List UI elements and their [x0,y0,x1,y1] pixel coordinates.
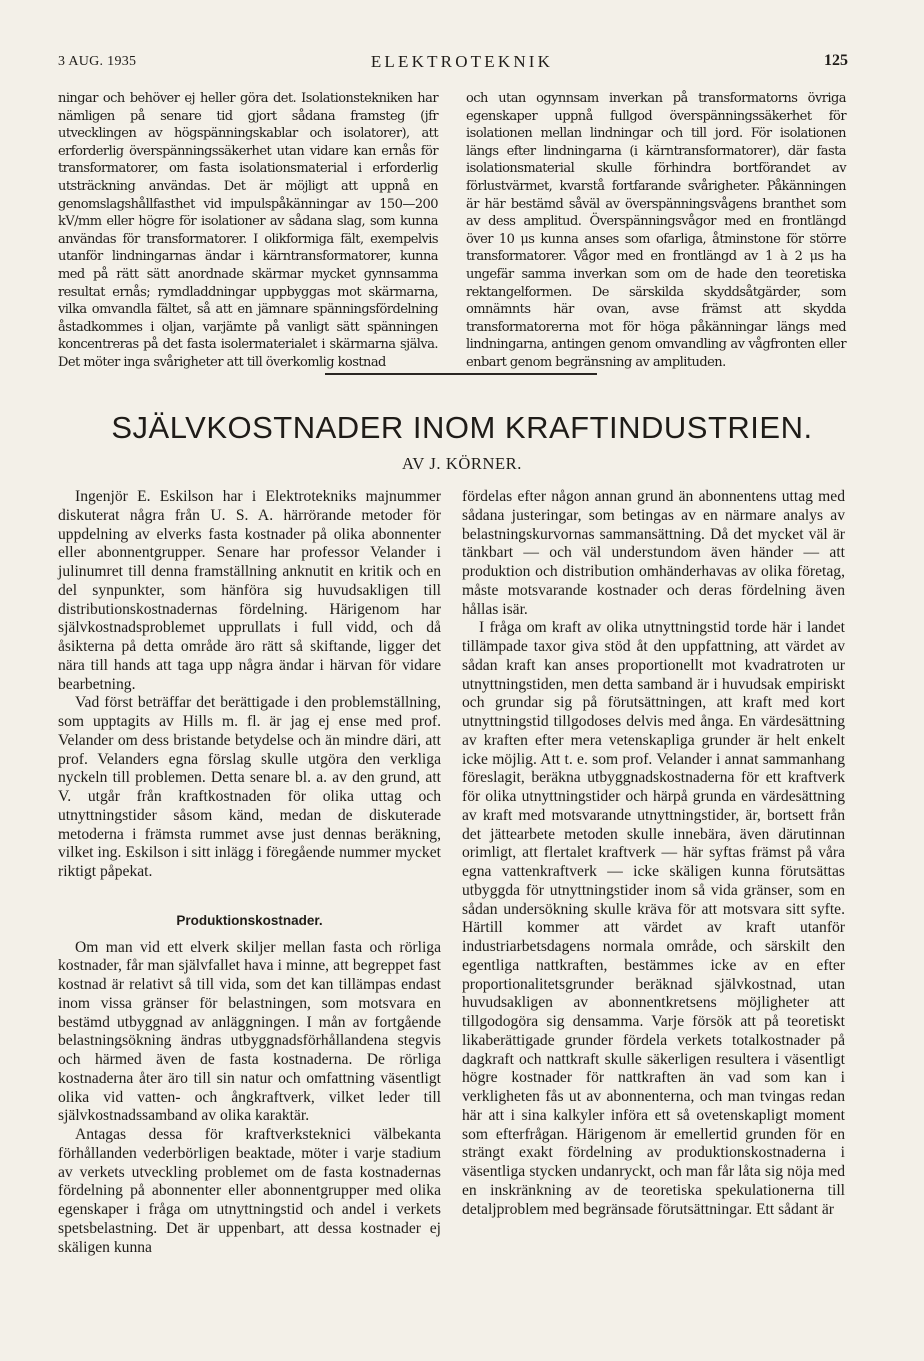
continuation-left-text: ningar och behöver ej heller göra det. Isolationstekniken har nämligen på senare tid gjort sådana framsteg (jfr utvecklingen av högspänningskablar och isolatorer), att erforderlig överspänningssäkerhet utan vidare kan ernås för transformatorer, om fasta isolationsmaterial i erforderlig utsträckning användas. Det är möjligt att uppnå en genomslagshållfasthet vid impulspåkänningar av 150—200 kV/mm eller högre för isolationer av sådana slag, som kunna användas för transformatorer. I olikformiga fält, exempelvis utanför lindningarnas ändar i kärntransformatorer, kunna med på rätt sätt anordnade skärmar mycket gynnsamma resultat ernås; rymdladdningar uppbyggas mot skärmarna, vilka omvandla fältet, så att en jämnare spänningsfördelning åstadkommes i oljan, varjämte på vanligt sätt spänningen koncentreras på det fasta isolermaterialet i skärmarna själva. Det möter inga svårigheter att till överkomlig kostnad [58,91,438,370]
journal-title: ELEKTROTEKNIK [370,52,554,71]
section-heading: Produktionskostnader. [176,912,323,928]
continuation-right-text: och utan ogynnsam inverkan på transformatorns övriga egenskaper uppnå fullgod överspänningssäkerhet för isolationen mellan lindningar och till jord. För isolationen längs efter lindningarna (i kärntransformatorer), där fasta isolationsmaterial skulle förhindra bortförandet av förlustvärmet, kvarstå fortfarande svårigheter. Påkänningen är här bestämd såväl av överspänningsvågens branthet som av dess amplitud. Överspänningsvågor med en frontlängd över 10 μs kunna anses som ofarliga, åtminstone för större transformatorer. Vågor med en frontlängd av 1 à 2 μs ha ungefär samma inverkan som om de hade den teoretiska rektangelformen. De särskilda skyddsåtgärder, som omnämnts här ovan, avse främst att skydda transformatorerna mot för höga påkänningar längs med lindningarna, antingen genom omvandling av vågfronten eller enbart genom begränsning av amplituden. [466,91,846,370]
paragraph: Ingenjör E. Eskilson har i Elektrotekniks majnummer diskuterat några från U. S. A. härrörande metoder för uppdelning av elverks fasta kostnader på olika abonnenter eller abonnentgrupper. Senare har professor Velander i julinumret till denna framställning anknutit en kritik och en del synpunkter, som hänföra sig huvudsakligen till distributionskostnadernas fördelning. Härigenom har självkostnadsproblemet upprullats i full vidd, och då åsikterna på detta område äro rätt så skiftande, ligger det nära till hands att taga upp några ändar i härvan för vidare bearbetning. [58,488,441,693]
paragraph: Om man vid ett elverk skiljer mellan fasta och rörliga kostnader, får man självfallet hava i minne, att begreppet fast kostnad är relativt så till vida, som det kan tillämpas endast inom vissa gränser för belastningen, som motsvara en bestämd utbyggnad av anläggningen. I mån av fortgående belastningsökning ändras utbyggnadsförhållandena stegvis och härmed även de fasta kostnaderna. De rörliga kostnaderna åter äro till sin natur och omfattning väsentligt olika vid vatten- och ångkraftverk, vilket leder till självkostnadssamband av olika karaktär. [58,938,441,1125]
section-divider [325,373,597,375]
continuation-right-column [466,90,846,372]
paragraph: fördelas efter någon annan grund än abonnentens uttag med sådana justeringar, som betingas av en närmare analys av belastningskurvornas sammansättning. Då det mycket väl är tänkbart — och väl understundom även händer — att produktion och distribution omhänderhavas av olika företag, måste motsvarande kostnader och deras fördelning även hållas isär. [462,488,845,618]
article-byline: AV J. KÖRNER. [402,454,522,473]
continuation-left-column [58,90,438,372]
paragraph: Antagas dessa för kraftverksteknici välbekanta förhållanden vederbörligen beaktade, möter i varje stadium av verkets utveckling problemet om de fasta kostnadernas fördelning på abonnenter eller abonnentgrupper med olika egenskaper i fråga om utnyttningstid och andel i verkets spetsbelastning. Det är uppenbart, att dessa kostnader ej skäligen kunna [58,1126,441,1256]
article-left-column [58,488,441,1257]
article-right-column [462,488,845,1219]
page-number: 125 [824,52,848,69]
paragraph: I fråga om kraft av olika utnyttningstid torde här i landet tillämpade taxor giva stöd åt den uppfattning, att värdet av sådan kraft kan anses proportionellt mot kvadratroten ur utnyttningstiden, men detta samband är i huvudsak empiriskt och grundar sig på förutsättningen, att kraft med kort utnyttningstid tillgodoses delvis med ånga. En värdesättning av kraften efter mera vetenskapliga grunder är helt enkelt icke möjlig. Att t. e. som prof. Velander i annat sammanhang föreslagit, beräkna utbyggnadskostnaderna för ett kraftverk för olika utnyttningstider och härpå grunda en värdesättning av kraft med motsvarande utnyttningstider, är, bortsett från det jättearbete metoden skulle innebära, även därutinnan orimligt, att flertalet kraftverk — här syftas främst på våra egna vattenkraftverk — icke skäligen kunna förutsättas utbyggda för utnyttningstider inom så vida gränser, som en sådan undersökning skulle kräva för att motsvara sitt syfte. Härtill kommer att värdet av kraft utanför industriarbetsdagens normala område, och särskilt den egentliga nattkraften, bestämmes icke av en efter proportionalitetsgrunder beräknad självkostnad, utan huvudsakligen av abonnentkretsens möjligheter att tillgodogöra sig densamma. Varje försök att på teoretiskt likaberättigade grunder fördela verkets totalkostnader på dagkraft och nattkraft skulle säkerligen resultera i väsentligt högre kostnader för nattkraften än vad som kan i verkligheten fås ut av abonnenterna, och man tvingas redan här att i sina kalkyler införa ett så ovetenskapligt moment som efterfrågan. Härigenom är emellertid grunden för en strängt exakt fördelning av produktionskostnaderna i väsentliga stycken undanryckt, och man får låta sig nöja med en inskränkning av de teoretiska spekulationerna till detaljproblem med begränsade förutsättningar. Ett sådant är [462,619,845,1218]
article-title: SJÄLVKOSTNADER INOM KRAFTINDUSTRIEN. [111,410,813,445]
paragraph: Vad först beträffar det berättigade i den problemställning, som upptagits av Hills m. fl. är jag ej ense med prof. Velander om dess bristande betydelse och än mindre däri, att prof. Velanders egna förslag skulle utgöra den verkliga nyckeln till problemen. Detta senare bl. a. av den grund, att V. utgår från kraftkostnaden för olika uttag och utnyttningstider såsom känd, medan de diskuterade metoderna i främsta rummet avse just dennas beräkning, vilket ing. Eskilson i sitt inlägg i föregående nummer mycket riktigt påpekat. [58,694,441,880]
page-header [0,52,924,78]
issue-date: 3 AUG. 1935 [58,54,137,69]
